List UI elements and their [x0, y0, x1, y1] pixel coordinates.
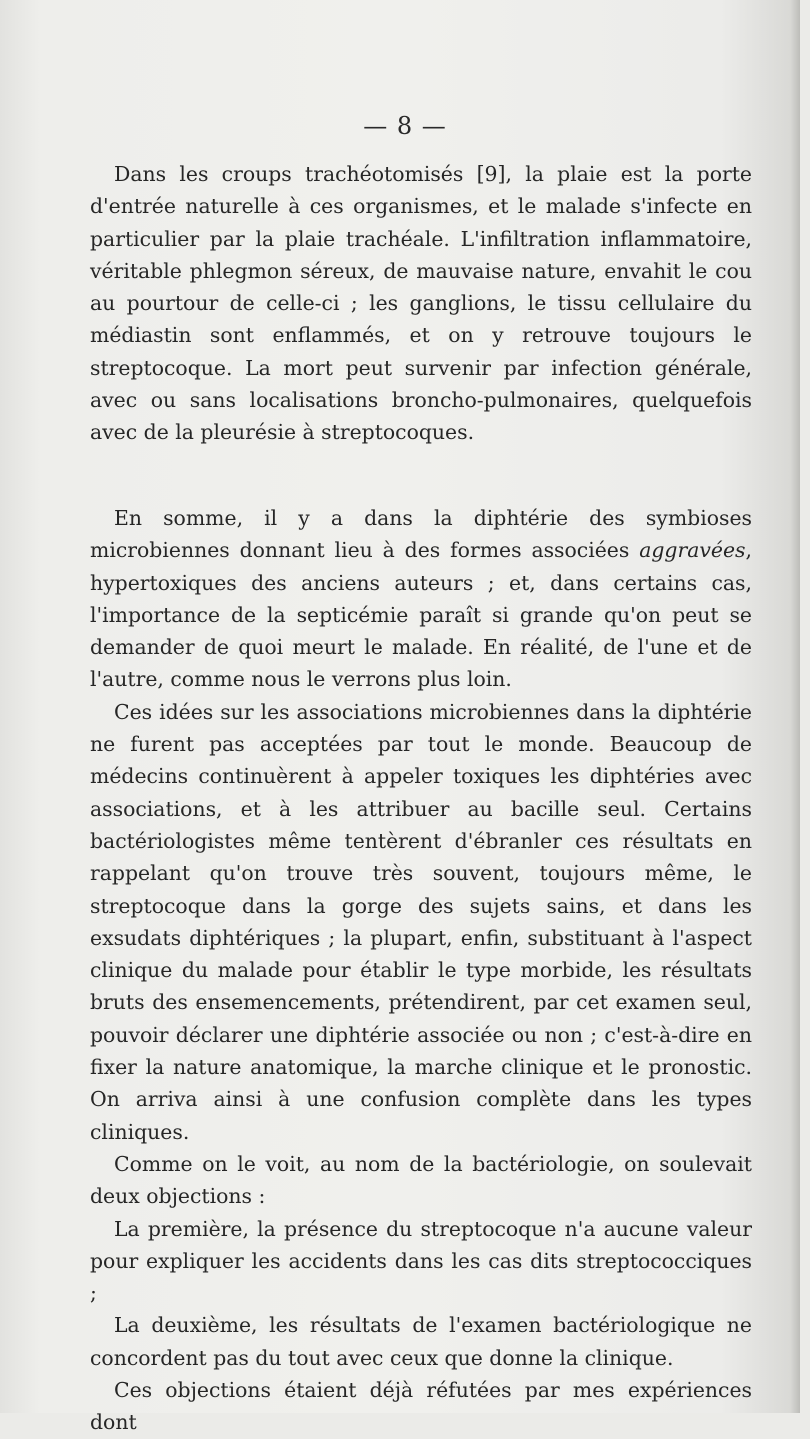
emphasis-aggravees: aggravées — [639, 538, 746, 563]
page-number: — 8 — — [363, 112, 447, 140]
paragraph-second-objection: La deuxième, les résultats de l'examen bactériologique ne concordent pas du tout avec ceux que donne la clinique. — [90, 1313, 752, 1370]
text-block-top — [90, 158, 752, 449]
text-block-main — [90, 502, 752, 1439]
paragraph-refutation: Ces objections étaient déjà réfutées par mes expériences dont — [90, 1378, 752, 1435]
paragraph-objections-intro: Comme on le voit, au nom de la bactériologie, on soulevait deux objections : — [90, 1151, 752, 1209]
paragraph-first-objection: La première, la présence du streptocoque n'a aucune valeur pour expliquer les accidents dans les cas dits streptococciques ; — [90, 1216, 752, 1306]
paragraph-symbioses — [90, 502, 752, 696]
paragraph-croups: Dans les croups trachéotomisés [9], la plaie est la porte d'entrée naturelle à ces organismes, et le malade s'infecte en particulier par la plaie trachéale. L'infiltration inflammatoire, véritable phlegmon séreux, de mauvaise nature, envahit le cou au pourtour de celle-ci ; les ganglions, le tissu cellulaire du médiastin sont enflammés, et on y retrouve toujours le streptocoque. La mort peut survenir par infection générale, avec ou sans localisations broncho-pulmonaires, quelquefois avec de la pleurésie à streptocoques. — [90, 162, 752, 445]
paragraph-associations: Ces idées sur les associations microbiennes dans la diphtérie ne furent pas acceptées par tout le monde. Beaucoup de médecins continuèrent à appeler toxiques les diphtéries avec associations, et à les attribuer au bacille seul. Certains bactériologistes même tentèrent d'ébranler ces résultats en rappelant qu'on trouve très souvent, toujours même, le streptocoque dans la gorge des sujets sains, et dans les exsudats diphtériques ; la plupart, enfin, substituant à l'aspect clinique du malade pour établir le type morbide, les résultats bruts des ensemencements, prétendirent, par cet examen seul, pouvoir déclarer une diphtérie associée ou non ; c'est-à-dire en fixer la nature anatomique, la marche clinique et le pronostic. On arriva ainsi à une confusion complète dans les types cliniques. — [90, 699, 752, 1144]
paragraph-symbioses-end: , hypertoxiques des anciens auteurs ; et, dans certains cas, l'importance de la septicémie paraît si grande qu'on peut se demander de quoi meurt le malade. En réalité, de l'une et de l'autre, comme nous le verrons plus loin. — [90, 538, 752, 692]
paragraph-symbioses-start: En somme, il y a dans la diphtérie des symbioses microbiennes donnant lieu à des formes associées — [90, 506, 752, 563]
